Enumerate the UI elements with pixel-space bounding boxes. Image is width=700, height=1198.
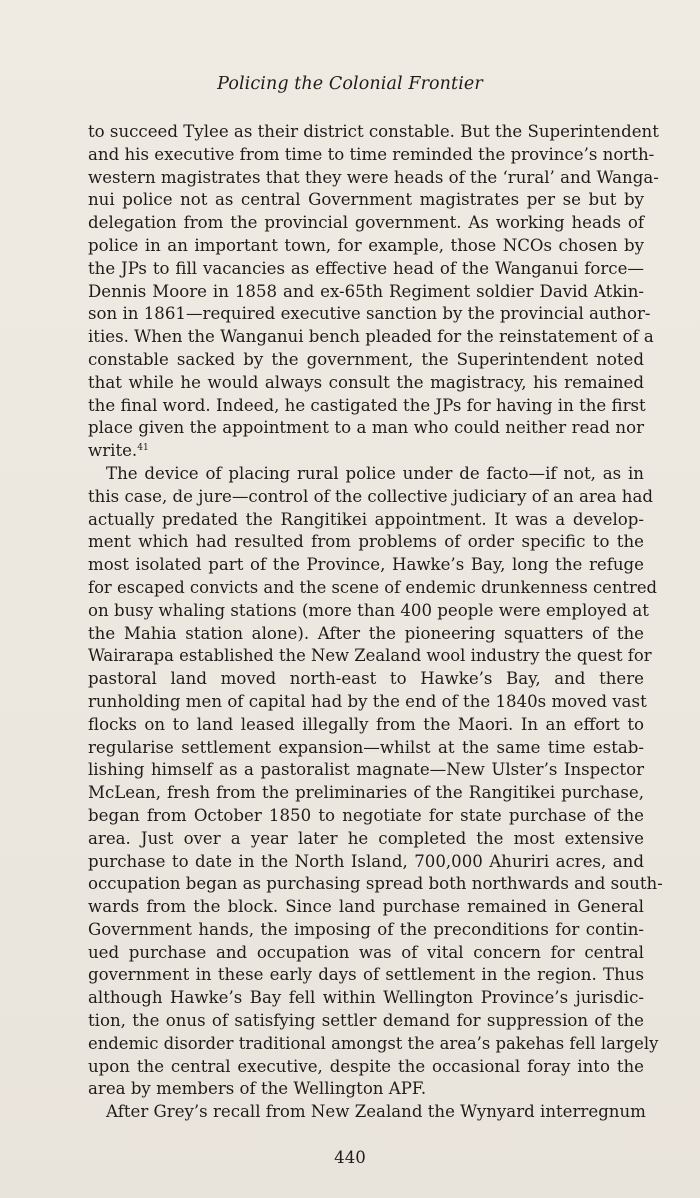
text-line: and his executive from time to time reminded the province’s north- <box>88 144 655 164</box>
text-line: this case, de jure—control of the collective judiciary of an area had <box>88 486 653 506</box>
footnote-marker: 41 <box>137 443 149 454</box>
text-line: for escaped convicts and the scene of endemic drunkenness centred <box>88 577 658 597</box>
text-line: that while he would always consult the magistracy, his remained <box>88 372 644 392</box>
text-line: delegation from the provincial government. As working heads of <box>88 213 644 233</box>
text-line: tion, the onus of satisfying settler demand for suppression of the <box>88 1011 644 1031</box>
text-line: Dennis Moore in 1858 and ex-65th Regiment soldier David Atkin- <box>88 281 644 301</box>
text-line: on busy whaling stations (more than 400 people were employed at <box>88 600 649 620</box>
text-line: Wairarapa established the New Zealand wool industry the quest for <box>88 646 652 666</box>
text-line: purchase to date in the North Island, 700,000 Ahuriri acres, and <box>88 851 644 871</box>
text-line: police in an important town, for example, those NCOs chosen by <box>88 235 644 255</box>
text-line: most isolated part of the Province, Hawke’s Bay, long the refuge <box>88 555 644 575</box>
text-line: flocks on to land leased illegally from the Maori. In an effort to <box>88 714 644 734</box>
text-line: nui police not as central Government magistrates per se but by <box>88 190 644 210</box>
text-line: ities. When the Wanganui bench pleaded for the reinstatement of a <box>88 327 654 347</box>
text-line: Government hands, the imposing of the preconditions for contin- <box>88 919 644 939</box>
text-line: McLean, fresh from the preliminaries of the Rangitikei purchase, <box>88 783 644 803</box>
text-line: government in these early days of settlement in the region. Thus <box>88 965 644 985</box>
running-head: Policing the Colonial Frontier <box>217 74 483 94</box>
text-line: upon the central executive, despite the occasional foray into the <box>88 1056 644 1076</box>
text-line: place given the appointment to a man who could neither read nor <box>88 418 644 438</box>
text-line: regularise settlement expansion—whilst at the same time estab- <box>88 737 644 757</box>
text-line: ment which had resulted from problems of order specific to the <box>88 532 644 552</box>
body-text <box>88 121 663 1124</box>
text-line: ued purchase and occupation was of vital concern for central <box>88 942 644 962</box>
text-line: write. <box>88 441 138 461</box>
text-line: to succeed Tylee as their district constable. But the Superintendent <box>88 122 659 141</box>
text-line-paragraph-start: After Grey’s recall from New Zealand the Wynyard interregnum <box>106 1102 646 1122</box>
text-line: the JPs to fill vacancies as effective head of the Wanganui force— <box>88 258 644 278</box>
text-line: wards from the block. Since land purchase remained in General <box>88 897 644 917</box>
text-line: endemic disorder traditional amongst the area’s pakehas fell largely <box>88 1033 659 1053</box>
page-number: 440 <box>334 1148 366 1167</box>
text-line: began from October 1850 to negotiate for state purchase of the <box>88 805 644 825</box>
text-line-paragraph-start: The device of placing rural police under de facto—if not, as in <box>106 463 644 483</box>
text-line: constable sacked by the government, the Superintendent noted <box>88 349 644 369</box>
text-line: runholding men of capital had by the end of the 1840s moved vast <box>88 691 647 711</box>
text-line-paragraph-end: area by members of the Wellington APF. <box>88 1079 427 1099</box>
text-line: lishing himself as a pastoralist magnate—New Ulster’s Inspector <box>88 760 644 780</box>
text-line: actually predated the Rangitikei appointment. It was a develop- <box>88 509 644 529</box>
text-line-paragraph-end <box>88 440 644 463</box>
text-line: occupation began as purchasing spread both northwards and south- <box>88 874 663 894</box>
text-line: the Mahia station alone). After the pioneering squatters of the <box>88 623 644 643</box>
text-line: although Hawke’s Bay fell within Wellington Province’s jurisdic- <box>88 988 644 1008</box>
text-line: the final word. Indeed, he castigated the JPs for having in the first <box>88 395 646 415</box>
text-line: pastoral land moved north-east to Hawke’s Bay, and there <box>88 669 644 689</box>
text-line: son in 1861—required executive sanction by the provincial author- <box>88 304 651 324</box>
text-line: western magistrates that they were heads of the ‘rural’ and Wanga- <box>88 167 659 187</box>
text-line: area. Just over a year later he completed the most extensive <box>88 828 644 848</box>
